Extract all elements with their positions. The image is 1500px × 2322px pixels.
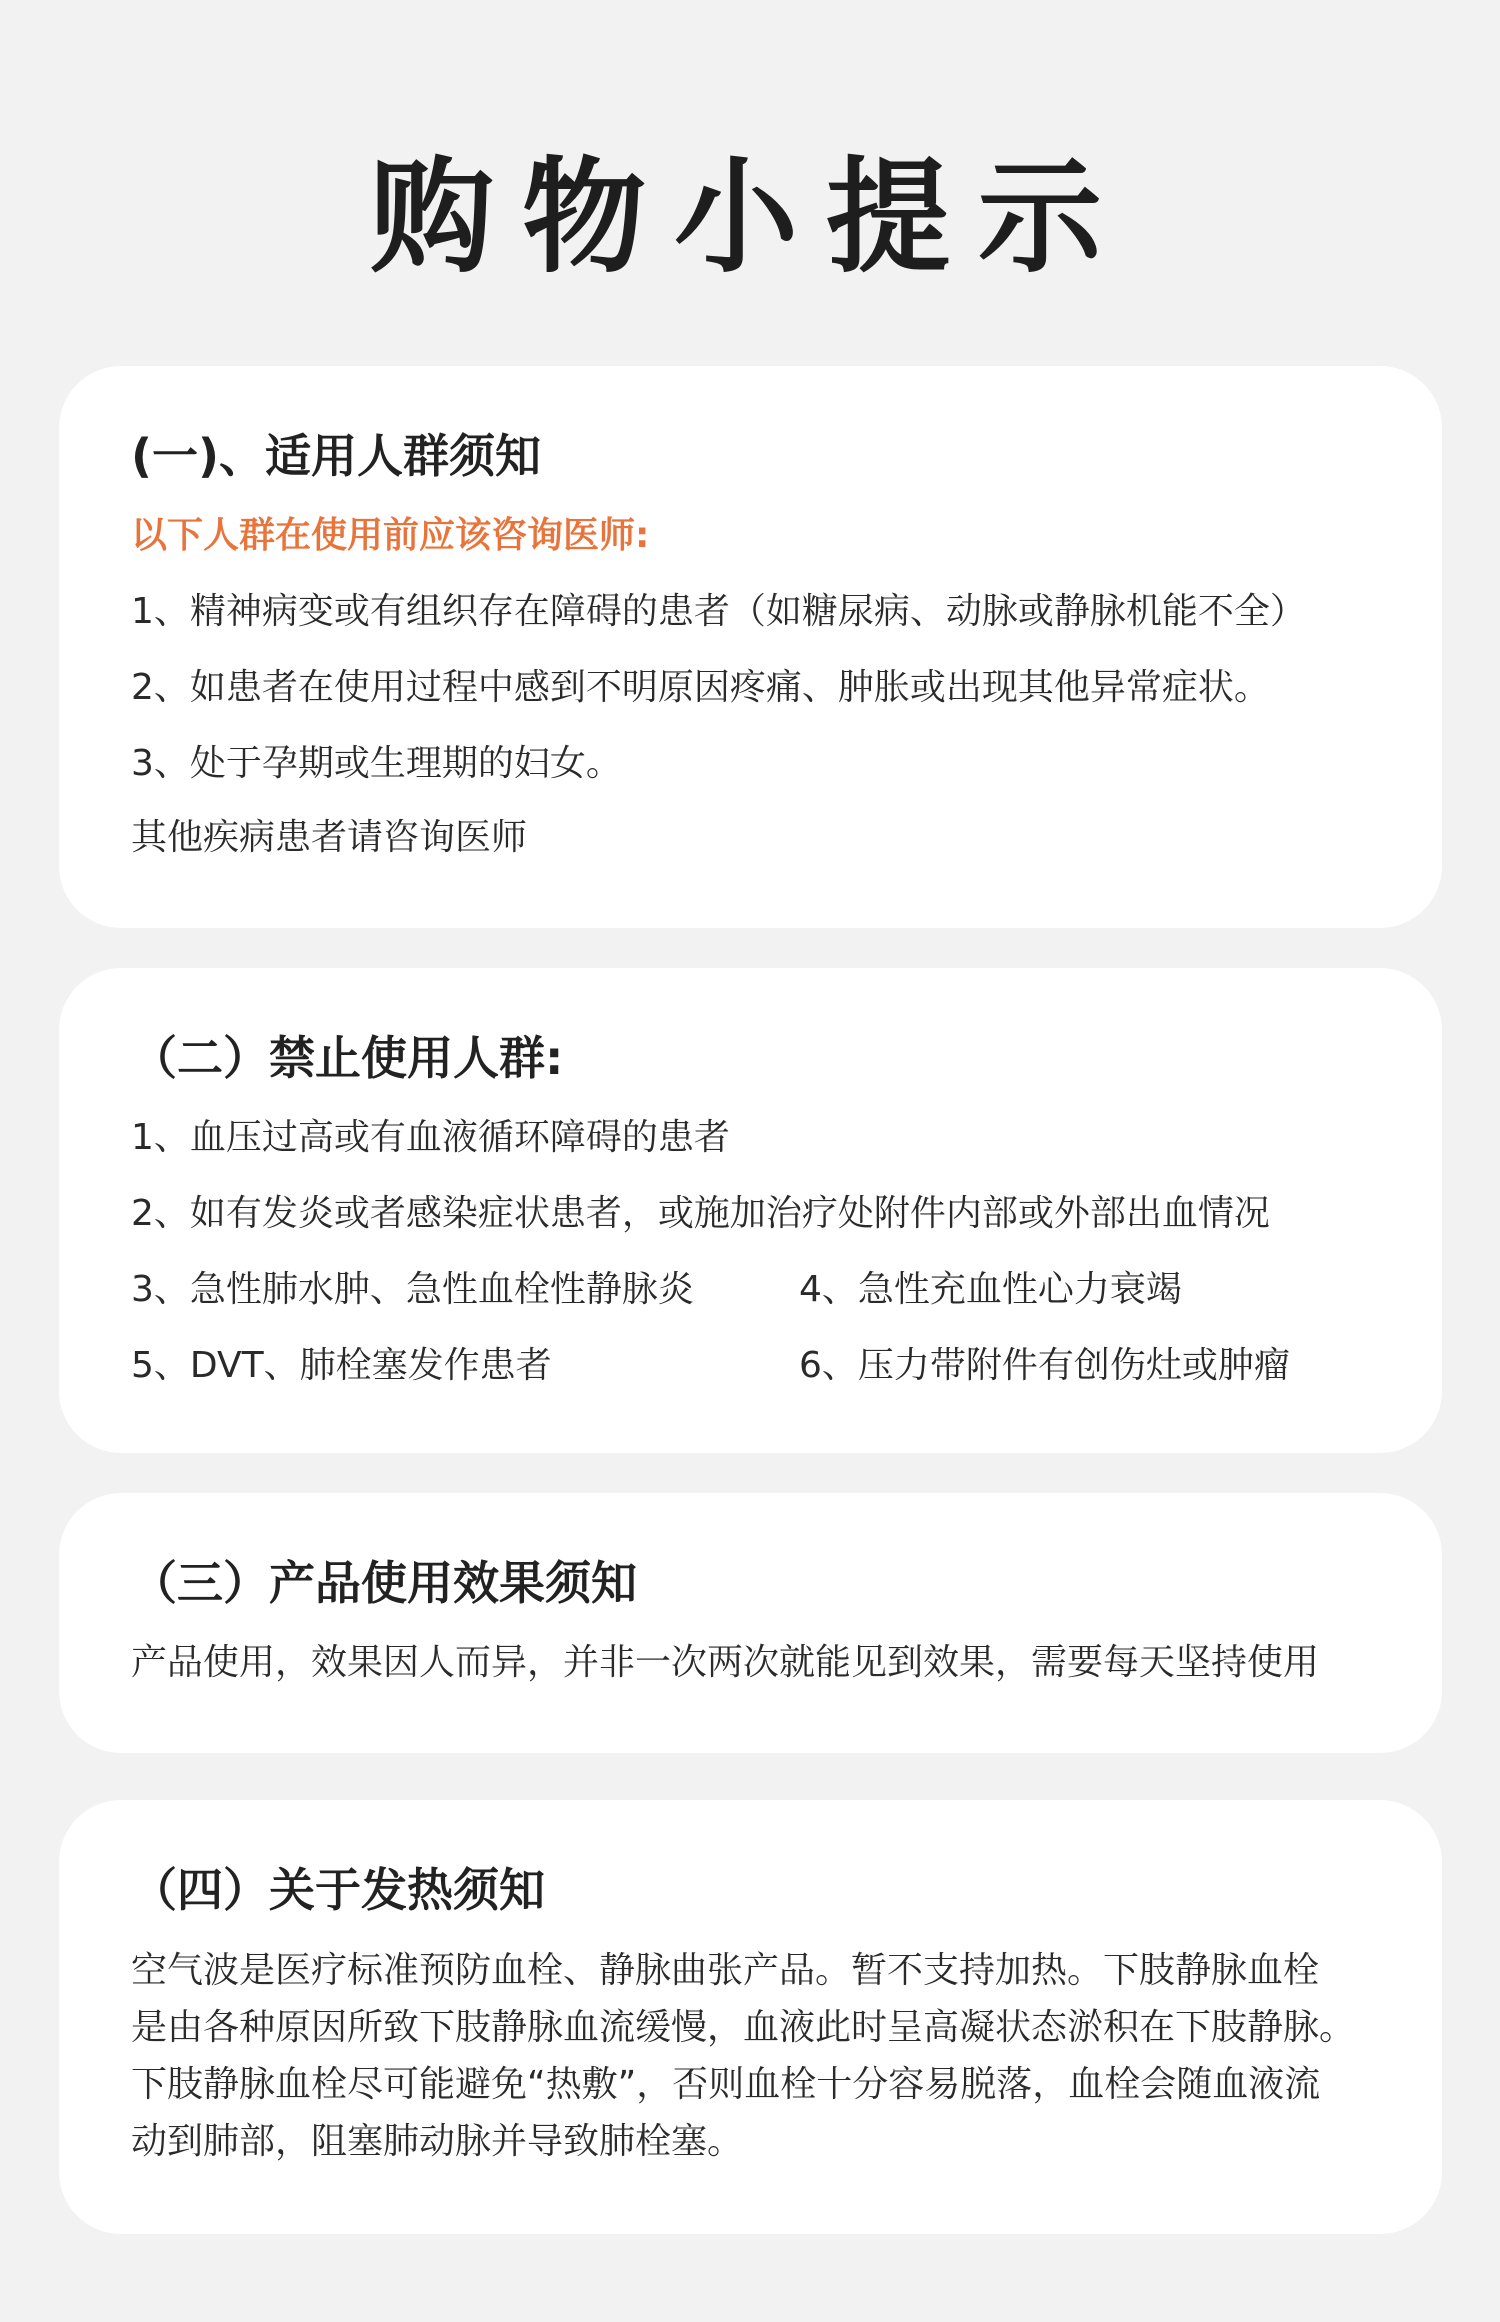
section-card-heating-notice (59, 1800, 1442, 2234)
list-item: 3、处于孕期或生理期的妇女。 (131, 743, 622, 784)
list-item: 6、压力带附件有创伤灶或肿瘤 (799, 1345, 1290, 1386)
list-item: 2、如患者在使用过程中感到不明原因疼痛、肿胀或出现其他异常症状。 (131, 667, 1270, 708)
page-title: 购物小提示 (369, 146, 1130, 290)
section-heading: (一)、适用人群须知 (131, 429, 542, 483)
section-heading: （三）产品使用效果须知 (131, 1556, 637, 1610)
section-card-effect-notice (59, 1493, 1442, 1753)
paragraph-line: 空气波是医疗标准预防血栓、静脉曲张产品。暂不支持加热。下肢静脉血栓 (131, 1950, 1320, 1991)
list-item: 其他疾病患者请咨询医师 (131, 817, 528, 858)
section-subheading: 以下人群在使用前应该咨询医师: (131, 515, 650, 556)
list-item: 2、如有发炎或者感染症状患者，或施加治疗处附件内部或外部出血情况 (131, 1193, 1270, 1234)
list-item: 3、急性肺水肿、急性血栓性静脉炎 (131, 1269, 694, 1310)
section-card-prohibited (59, 968, 1442, 1453)
section-paragraph (131, 1942, 1421, 2170)
list-item: 4、急性充血性心力衰竭 (799, 1269, 1182, 1310)
section-card-usage-notice (59, 366, 1442, 928)
list-item: 产品使用，效果因人而异，并非一次两次就能见到效果，需要每天坚持使用 (131, 1642, 1320, 1683)
paragraph-line: 是由各种原因所致下肢静脉血流缓慢，血液此时呈高凝状态淤积在下肢静脉。 (131, 2007, 1356, 2048)
list-item: 1、精神病变或有组织存在障碍的患者（如糖尿病、动脉或静脉机能不全） (131, 591, 1306, 632)
list-item: 5、DVT、肺栓塞发作患者 (131, 1345, 552, 1386)
paragraph-line: 下肢静脉血栓尽可能避免“热敷”，否则血栓十分容易脱落，血栓会随血液流 (131, 2064, 1321, 2105)
list-item: 1、血压过高或有血液循环障碍的患者 (131, 1117, 730, 1158)
section-heading: （四）关于发热须知 (131, 1863, 545, 1917)
section-heading: （二）禁止使用人群: (131, 1031, 564, 1085)
paragraph-line: 动到肺部，阻塞肺动脉并导致肺栓塞。 (131, 2121, 744, 2162)
